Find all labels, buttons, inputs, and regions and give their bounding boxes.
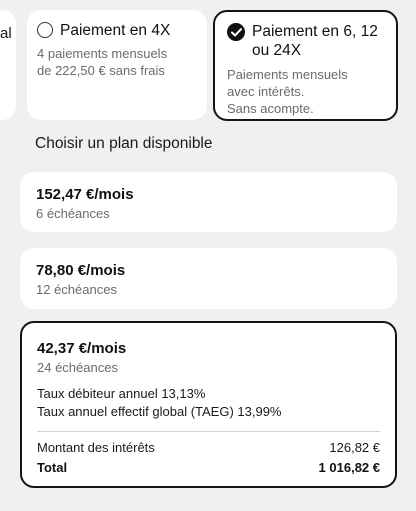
section-title: Choisir un plan disponible [35,135,213,152]
payment-option-6-12-24x-title-line2: ou 24X [252,42,302,59]
plan-card-6[interactable] [20,172,397,232]
checkmark-glyph [231,28,242,37]
payment-option-6-12-24x-desc-line3: Sans acompte. [227,101,314,116]
plan-card-24[interactable] [20,321,397,488]
plan-amount: 152,47 €/mois [36,186,134,203]
payment-option-4x-title: Paiement en 4X [60,22,171,39]
total-row [37,459,380,477]
debit-rate: Taux débiteur annuel 13,13% [37,386,206,401]
payment-option-4x[interactable] [27,10,207,120]
divider [37,431,380,432]
total-value: 1 016,82 € [318,460,380,475]
plan-rates [37,385,380,421]
payment-option-6-12-24x-desc-line1: Paiements mensuels [227,67,348,82]
plan-installments: 12 échéances [36,282,117,297]
total-label: Total [37,460,68,475]
payment-option-6-12-24x-title [252,22,378,60]
checkmark-circle-icon[interactable] [227,23,245,41]
payment-option-previous[interactable] [0,10,16,120]
plan-amount: 78,80 €/mois [36,262,126,279]
payment-option-4x-desc-line1: 4 paiements mensuels [37,46,168,61]
payment-option-6-12-24x-desc-line2: avec intérêts. [227,84,305,99]
interest-value: 126,82 € [329,440,380,455]
plan-card-12[interactable] [20,248,397,309]
interest-label: Montant des intérêts [37,440,155,455]
taeg-rate: Taux annuel effectif global (TAEG) 13,99% [37,404,282,419]
payment-option-4x-desc-line2: de 222,50 € sans frais [37,63,165,78]
plan-amount: 42,37 €/mois [37,340,127,357]
payment-option-6-12-24x-description [227,66,386,117]
plan-installments: 24 échéances [37,360,118,375]
radio-unchecked-icon[interactable] [37,22,53,38]
payment-option-6-12-24x-title-line1: Paiement en 6, 12 [252,23,378,40]
payment-option-previous-fragment: al [0,25,12,42]
payment-option-4x-description [37,45,197,79]
plan-installments: 6 échéances [36,206,110,221]
interest-row [37,439,380,457]
payment-option-6-12-24x[interactable] [213,10,398,121]
